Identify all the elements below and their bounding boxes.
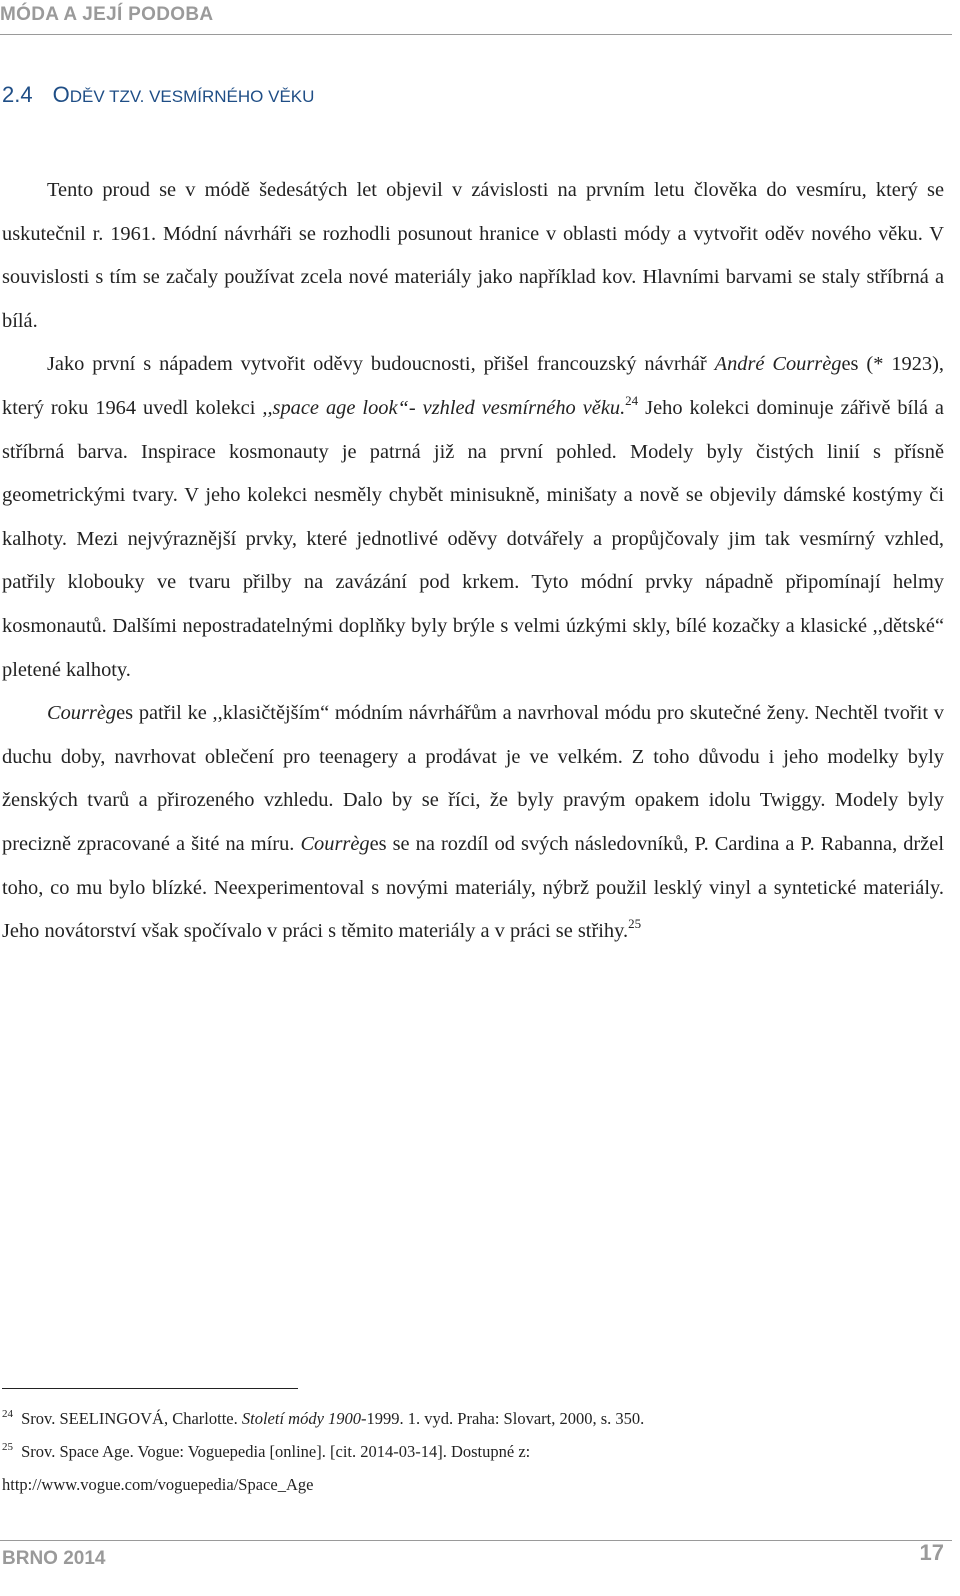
paragraph-3-text-a: es patřil ke ,,klasičtějším“ módním návrhářům a navrhoval módu pro skutečné ženy. Nechtěl tvořit v duchu doby, navrhovat oblečení pro teenagery a prodávat je ve velkém. Z toho důvodu i jeho modelky byly ženských tvarů a přirozeného vzhledu. Dalo by se říci, že byly pravým opakem idolu Twiggy. Modely byly precizně zpracované a šité na míru. — [2, 702, 944, 855]
body-text — [2, 169, 944, 954]
section-title-rest: DĚV TZV. VESMÍRNÉHO VĚKU — [69, 87, 315, 106]
designer-name: Courrèg — [300, 832, 370, 855]
footer-location-year: BRNO 2014 — [2, 1548, 106, 1569]
footnote-24 — [2, 1402, 942, 1435]
paragraph-1: Tento proud se v módě šedesátých let objevil v závislosti na prvním letu člověka do vesmíru, který se uskutečnil r. 1961. Módní návrháři se rozhodli posunout hranice v oblasti módy a vytvořit oděv nového věku. V souvislosti s tím se začaly používat zcela nové materiály jako například kov. Hlavními barvami se staly stříbrná a bílá. — [2, 179, 944, 332]
header-divider — [0, 34, 952, 35]
section-title-initial: O — [52, 82, 70, 107]
paragraph-2 — [2, 343, 944, 692]
section-heading — [2, 82, 314, 108]
page-number: 17 — [919, 1540, 944, 1565]
paragraph-3 — [2, 692, 944, 954]
designer-name: André Courrèg — [714, 353, 842, 376]
footnote-divider — [2, 1388, 298, 1389]
footnote-mark-25: 25 — [2, 1441, 13, 1453]
footnotes — [2, 1402, 942, 1501]
footer-divider — [0, 1540, 952, 1541]
paragraph-2-text-b: es (* 1923), který roku 1964 uvedl kolekci — [2, 353, 944, 419]
paragraph-2-text-c: Jeho kolekci dominuje zářivě bílá a stříbrná barva. Inspirace kosmonauty je patrná již na první pohled. Modely byly čistých linií s přísně geometrickými tvary. V jeho kolekci nesměly chybět minisukně, minišaty a nově se objevily dámské kostýmy či kalhoty. Mezi nejvýraznější prvky, které jednotlivé oděvy dotvářely a propůjčovaly jim tak vesmírný vzhled, patřily klobouky ve tvaru přilby na zavázání pod krkem. Tyto módní prvky nápadně připomínají helmy kosmonautů. Dalšími nepostradatelnými doplňky byly brýle s velmi úzkými skly, bílé kozačky a klasické ,,dětské“ pletené kalhoty. — [2, 396, 944, 681]
paragraph-3-text-b: es se na rozdíl od svých následovníků, P. Cardina a P. Rabanna, držel toho, co mu bylo blízké. Neexperimentoval s novými materiály, nýbrž použil lesklý vinyl a syntetické materiály. Jeho novátorství však spočívalo v práci s těmito materiály a v práci se střihy. — [2, 832, 944, 943]
footnote-ref-25[interactable]: 25 — [628, 916, 642, 932]
footnote-25 — [2, 1435, 942, 1468]
designer-name: Courrèg — [47, 702, 117, 725]
section-number: 2.4 — [2, 82, 33, 107]
footnote-24-text-b: -1999. 1. vyd. Praha: Slovart, 2000, s. 350. — [361, 1409, 645, 1428]
footnote-25-text: Srov. Space Age. Vogue: Voguepedia [online]. [cit. 2014-03-14]. Dostupné z: — [17, 1442, 531, 1461]
footnote-mark-24: 24 — [2, 1408, 13, 1420]
footnote-24-book-title: Století módy 1900 — [241, 1409, 362, 1428]
paragraph-2-text-a: Jako první s nápadem vytvořit oděvy budoucnosti, přišel francouzský návrhář — [47, 353, 715, 376]
collection-name: ,,space age look“- vzhled vesmírného věku. — [262, 396, 626, 419]
running-header: MÓDA A JEJÍ PODOBA — [0, 4, 214, 25]
footnote-25-url[interactable]: http://www.vogue.com/voguepedia/Space_Age — [2, 1475, 314, 1494]
footnote-ref-24[interactable]: 24 — [625, 392, 639, 408]
footnote-24-text-a: Srov. SEELINGOVÁ, Charlotte. — [17, 1409, 242, 1428]
